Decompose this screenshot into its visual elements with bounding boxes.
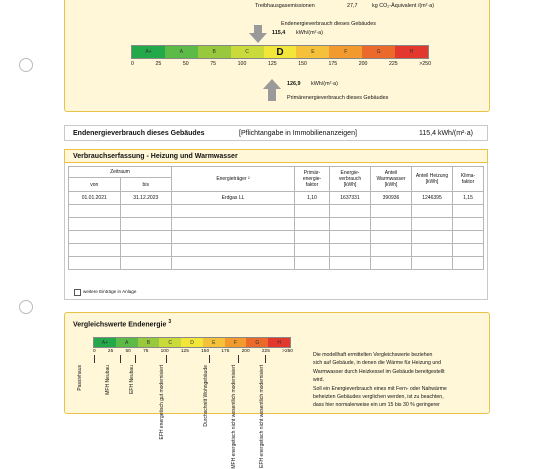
col-from: von xyxy=(69,178,121,192)
end-energy-label: Endenergieverbrauch dieses Gebäudes xyxy=(281,21,376,27)
scale-class: C xyxy=(231,46,264,58)
marker-line xyxy=(120,355,121,363)
building-type-label: EFH energetisch nicht wesentlich modernisiert xyxy=(259,365,265,468)
end-energy-summary xyxy=(64,125,488,141)
scale-class: H xyxy=(268,338,290,347)
end-energy-unit: kWh/(m²·a) xyxy=(296,30,323,36)
scale-class: F xyxy=(329,46,362,58)
consumption-header xyxy=(64,149,488,163)
scale-tick: 100 xyxy=(160,349,169,354)
comparison-panel xyxy=(64,312,490,469)
col-hotwater: Anteil Warmwasser [kWh] xyxy=(371,167,412,192)
consumption-table xyxy=(68,166,484,270)
building-type-label: Durchschnitt Wohngebäude xyxy=(203,365,209,427)
explanation-line: wird. xyxy=(313,377,324,384)
marker-line xyxy=(135,355,136,363)
scale-tick: 175 xyxy=(328,61,338,67)
scale-class: C xyxy=(159,338,181,347)
scale-tick: 0 xyxy=(93,349,96,354)
emissions-label: Treibhausgasemissionen xyxy=(255,3,315,9)
scale-class: B xyxy=(138,338,160,347)
cell-factor: 1,10 xyxy=(295,192,330,205)
end-energy-value: 115,4 xyxy=(272,30,286,36)
marker-line xyxy=(166,355,167,363)
scale-tick: 75 xyxy=(143,349,149,354)
building-type-label: EFH Neubau xyxy=(129,365,135,394)
building-type-label: Passivhaus xyxy=(77,365,83,391)
punch-hole xyxy=(19,300,33,314)
building-type-label: MFH energetisch nicht wesentlich modernisiert xyxy=(231,365,237,469)
scale-tick: 100 xyxy=(237,61,247,67)
col-period: Zeitraum xyxy=(69,167,172,178)
marker-line xyxy=(94,355,95,363)
table-row-empty xyxy=(69,231,484,244)
scale-ticks xyxy=(131,61,431,67)
summary-note: [Pflichtangabe in Immobilienanzeigen] xyxy=(239,130,357,137)
scale-tick: 125 xyxy=(267,61,277,67)
scale-tick: 25 xyxy=(155,61,162,67)
explanation-line: Warmwasser durch Heizkessel im Gebäude bereitgestellt xyxy=(313,368,445,375)
primary-energy-label: Primärenergieverbrauch dieses Gebäudes xyxy=(287,95,389,101)
scale-class: B xyxy=(198,46,231,58)
col-to: bis xyxy=(120,178,172,192)
cell-climate: 1,15 xyxy=(453,192,484,205)
col-climate: Klima-faktor xyxy=(453,167,484,192)
comparison-title-text: Vergleichswerte Endenergie xyxy=(73,321,167,329)
scale-class: A+ xyxy=(132,46,165,58)
scale-class: E xyxy=(203,338,225,347)
more-entries-label: weitere Einträge in Anlage xyxy=(83,289,137,294)
explanation-line: Soll ein Energieverbrauch eines mit Fern- oder Nahwärme xyxy=(313,385,447,392)
building-type-label: EFH energetisch gut modernisiert xyxy=(159,365,165,440)
scale-tick: 225 xyxy=(261,349,270,354)
punch-hole xyxy=(19,58,33,72)
scale-tick: 200 xyxy=(241,349,250,354)
energy-scale-bar xyxy=(131,45,429,59)
comparison-title xyxy=(73,319,171,328)
marker-line xyxy=(209,355,210,363)
scale-class: A xyxy=(165,46,198,58)
scale-class: D xyxy=(181,338,203,347)
scale-class: E xyxy=(296,46,329,58)
scale-class: F xyxy=(225,338,247,347)
comparison-scale-bar xyxy=(93,337,291,348)
summary-value: 115,4 kWh/(m²·a) xyxy=(419,130,473,137)
marker-line xyxy=(265,355,266,363)
table-row-empty xyxy=(69,205,484,218)
scale-class: A+ xyxy=(94,338,116,347)
table-row-empty xyxy=(69,218,484,231)
table-row-empty xyxy=(69,244,484,257)
consumption-title: Verbrauchserfassung - Heizung und Warmwasser xyxy=(73,152,238,160)
explanation-line: dass hier normalerweise ein um 15 bis 30 % geringerer xyxy=(313,402,440,409)
scale-tick: 75 xyxy=(210,61,217,67)
scale-tick: >250 xyxy=(419,61,431,67)
cell-heating: 1246395 xyxy=(412,192,453,205)
consumption-box xyxy=(64,163,488,300)
scale-class: G xyxy=(362,46,395,58)
emissions-unit: kg CO₂-Äquivalent /(m²·a) xyxy=(372,3,435,9)
end-energy-arrow-icon xyxy=(249,25,267,43)
more-entries-checkbox[interactable] xyxy=(74,289,81,296)
scale-tick: 50 xyxy=(182,61,189,67)
scale-class: H xyxy=(395,46,428,58)
scale-class: G xyxy=(246,338,268,347)
scale-tick: 150 xyxy=(201,349,210,354)
energy-scale-panel xyxy=(64,0,490,112)
scale-tick: 200 xyxy=(358,61,368,67)
cell-from: 01.01.2021 xyxy=(69,192,121,205)
col-factor: Primär-energie-faktor xyxy=(295,167,330,192)
explanation-line: beheizten Gebäudes verglichen werden, ist zu beachten, xyxy=(313,394,444,401)
col-energy: Energie-verbrauch [kWh] xyxy=(330,167,371,192)
table-row xyxy=(69,192,484,205)
comparison-ticks xyxy=(93,349,293,354)
primary-energy-arrow-icon xyxy=(263,79,281,101)
col-heating: Anteil Heizung [kWh] xyxy=(412,167,453,192)
explanation-line: Die modellhaft ermittelten Vergleichswerte beziehen xyxy=(313,352,433,358)
explanation-line: sich auf Gebäude, in denen die Wärme für Heizung und xyxy=(313,360,442,367)
primary-energy-unit: kWh/(m²·a) xyxy=(311,81,338,87)
scale-tick: 150 xyxy=(298,61,307,67)
scale-tick: 225 xyxy=(389,61,398,67)
scale-class-current: D xyxy=(264,46,297,58)
scale-tick: >250 xyxy=(282,349,293,354)
building-type-label: MFH Neubau xyxy=(105,365,111,395)
primary-energy-value: 126,9 xyxy=(287,81,301,87)
comparison-explanation xyxy=(313,351,447,410)
scale-tick: 0 xyxy=(131,61,134,67)
table-row-empty xyxy=(69,257,484,270)
cell-carrier: Erdgas LL xyxy=(172,192,295,205)
cell-hotwater: 390936 xyxy=(371,192,412,205)
marker-line xyxy=(238,355,239,363)
scale-tick: 125 xyxy=(180,349,189,354)
comparison-title-sup: 3 xyxy=(168,319,172,325)
scale-tick: 175 xyxy=(221,349,230,354)
scale-class: A xyxy=(116,338,138,347)
col-carrier: Energieträger ² xyxy=(172,167,295,192)
cell-energy: 1637331 xyxy=(330,192,371,205)
emissions-value: 27,7 xyxy=(347,3,358,9)
scale-tick: 25 xyxy=(107,349,114,354)
scale-tick: 50 xyxy=(125,349,131,354)
summary-label: Endenergieverbrauch dieses Gebäudes xyxy=(73,130,205,137)
cell-to: 31.12.2023 xyxy=(120,192,172,205)
